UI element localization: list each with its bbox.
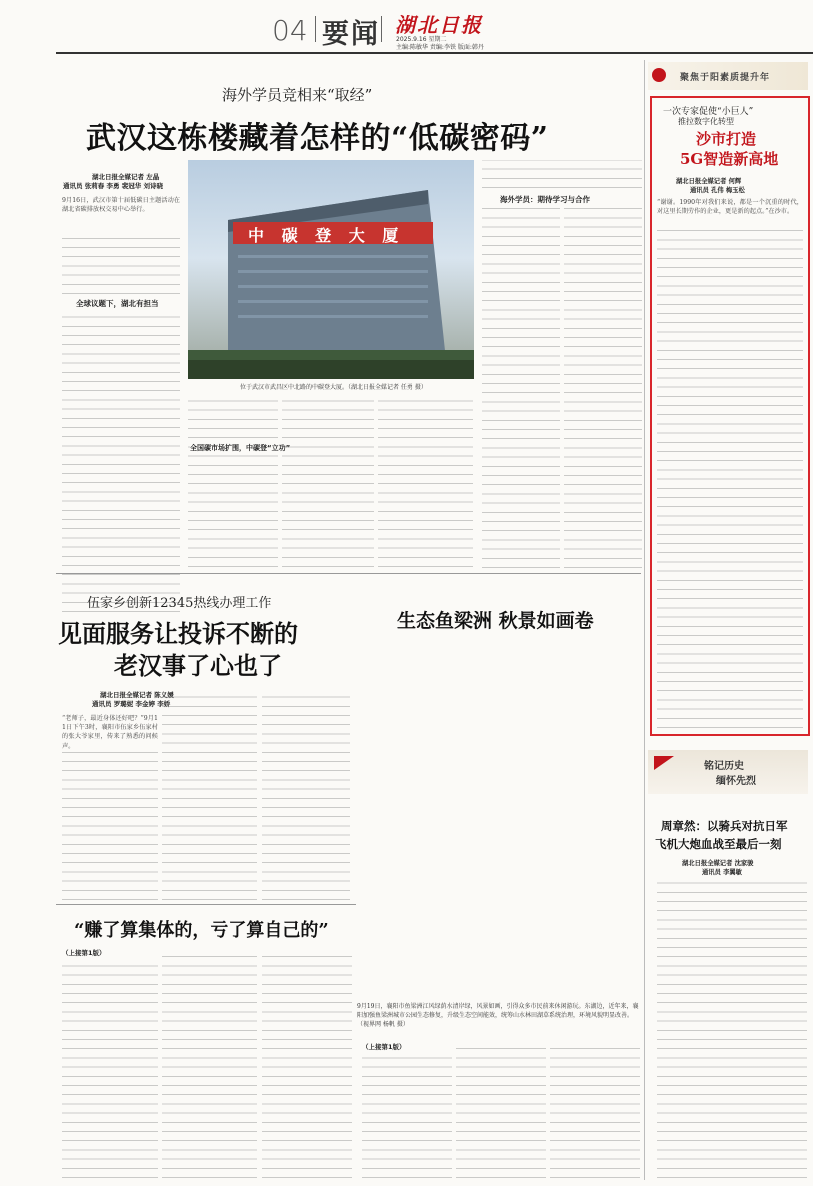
- story1-photo-caption: 位于武汉市武昌区中北路的中碳登大厦。（湖北日报全媒记者 任勇 摄）: [240, 384, 427, 391]
- sidebar-b-byline-2: 通讯员 李翼敏: [702, 869, 742, 876]
- history-title-2: 缅怀先烈: [716, 776, 756, 787]
- story3-headline: “赚了算集体的，亏了算自己的”: [74, 920, 329, 941]
- story3-text-col4: [362, 1054, 452, 1178]
- story1-text-col6: [564, 208, 642, 568]
- story1-text-col5: [482, 208, 560, 568]
- story2-text-col2: [162, 690, 257, 900]
- photo-feature-image: [357, 596, 641, 998]
- sidebar-b-text: [657, 882, 807, 1178]
- story2-byline-2: 通讯员 罗璐妮 李金婷 李娇: [92, 700, 171, 708]
- story1-text-col2: [188, 392, 278, 567]
- sidebar-b-headline-1: 周章然：以骑兵对抗日军: [661, 819, 788, 833]
- story3-lead-2: （上接第1版）: [362, 1043, 406, 1051]
- story2-text-col1: [62, 744, 158, 900]
- slogan-text: 聚焦于阳素质提升年: [680, 73, 771, 83]
- section-divider-1: [56, 573, 641, 574]
- story2-intro: “老师子，最近身体还好吧？”9月11日下午3时，襄阳市伍家乡伍家村的张大爷家里，传来了熟悉的问候声。: [62, 715, 158, 750]
- story2-kicker: 伍家乡创新12345热线办理工作: [87, 596, 272, 611]
- story1-byline-2: 通讯员 张莉春 李勇 裴冠华 刘诗晓: [63, 182, 164, 190]
- section-name: 要闻: [322, 19, 380, 50]
- history-flag-icon: [654, 756, 674, 770]
- masthead-underline: [56, 52, 813, 54]
- story1-text-col4: [378, 392, 473, 567]
- story3-text-col3: [262, 948, 352, 1178]
- story1-headline: 武汉这栋楼藏着怎样的“低碳密码”: [86, 121, 549, 156]
- sidebar-a-text: [657, 228, 803, 728]
- story1-text-col1-b: [62, 312, 180, 612]
- story3-text-col5: [456, 1042, 546, 1178]
- slogan-icon: [652, 68, 666, 82]
- page-number: 04: [272, 14, 308, 47]
- masthead-divider-left: [315, 16, 316, 42]
- photo-feature-title: 生态鱼梁洲 秋景如画卷: [397, 610, 594, 632]
- section-divider-2: [56, 904, 356, 905]
- building-illustration: [188, 160, 474, 379]
- column-divider-right: [644, 60, 645, 1180]
- sidebar-a-headline-2: 5G智造新高地: [680, 150, 779, 168]
- story1-subhead-2: 海外学员：期待学习与合作: [500, 195, 590, 204]
- sidebar-a-intro: “谢谢。1990年对我们来说，都是一个沉重的时代，对这里长期劳作的企业，更是新的起点。”在沙市。: [657, 199, 803, 216]
- story2-byline-1: 湖北日报全媒记者 陈义媛: [100, 691, 174, 699]
- issue-date: 2025.9.16 星期二: [396, 36, 447, 43]
- story1-intro: 9月16日，武汉市第十届低碳日主题活动在湖北省碳排放权交易中心举行。: [62, 197, 180, 214]
- story1-text-col5-top: [482, 160, 642, 188]
- story1-subhead-1: 全球议题下，湖北有担当: [76, 299, 159, 308]
- story1-subhead-3: 全国碳市场扩围，中碳登“立功”: [190, 444, 291, 452]
- sidebar-a-byline-1: 湖北日报全媒记者 何辉: [676, 178, 742, 185]
- story3-lead-1: （上接第1版）: [62, 949, 106, 957]
- paper-logo: 湖北日报: [395, 13, 483, 37]
- story1-text-col3: [282, 392, 374, 567]
- masthead-divider-right: [381, 16, 382, 42]
- sidebar-a-kicker-1: 一次专家促使“小巨人”: [663, 107, 754, 117]
- story1-byline-1: 湖北日报全媒记者 左晶: [92, 173, 160, 181]
- story3-text-col2: [162, 948, 257, 1178]
- sidebar-b-headline-2: 飞机大炮血战至最后一刻: [655, 837, 782, 851]
- story1-photo: [188, 160, 474, 379]
- story2-headline-line1: 见面服务让投诉不断的: [58, 619, 298, 648]
- story3-text-col6: [550, 1042, 640, 1178]
- sidebar-a-byline-2: 通讯员 孔伟 梅玉松: [690, 187, 745, 194]
- editors-line: 主编:陈敏华 责编:李铁 版面:韩丹: [396, 44, 484, 51]
- history-title-1: 铭记历史: [704, 761, 744, 772]
- story3-text-col1: [62, 958, 158, 1178]
- story1-text-col1-a: [62, 232, 180, 294]
- story1-kicker: 海外学员竞相来“取经”: [222, 86, 373, 104]
- photo-feature-caption: 9月19日，襄阳市鱼梁洲江风绿荫水清岸绿，风景如画，引得众多市民前来休闲游玩。东湖边，近年来，襄阳加强鱼梁洲城市公园生态修复，升级生态空间能效，统筹山水林田湖草系统治理，环境风貌明显改善。（视界网 杨帆 摄）: [357, 1003, 639, 1028]
- sidebar-a-headline-1: 沙市打造: [696, 130, 757, 148]
- story2-text-col3: [262, 690, 350, 900]
- building-sign-text: 中 碳 登 大 厦: [248, 226, 405, 245]
- sidebar-a-kicker-2: 推拉数字化转型: [678, 117, 734, 126]
- park-aerial-illustration: [357, 596, 641, 998]
- story2-headline-line2: 老汉事了心也了: [114, 651, 282, 680]
- sidebar-b-byline-1: 湖北日报全媒记者 沈家骏: [682, 860, 754, 867]
